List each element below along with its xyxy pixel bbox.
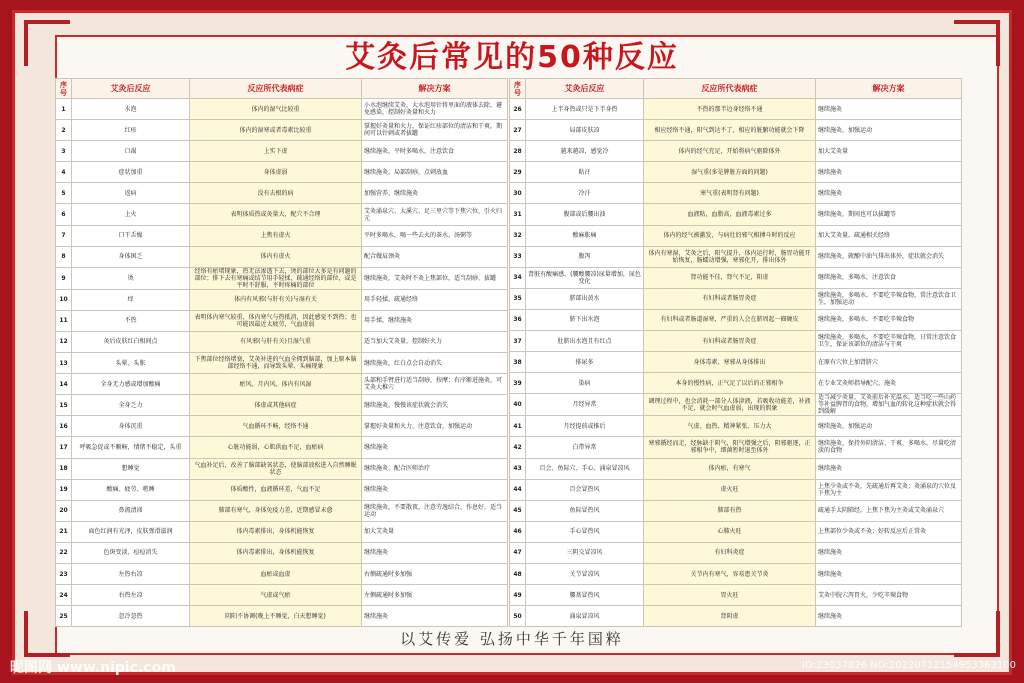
solution-cell: 继续施灸，多喝水，不要吃辛辣食物，日常注意饮食卫生，保证该部位的清洁与干爽 [816, 331, 962, 352]
solution-cell: 继续施灸，局部刮痧，点刺放血 [362, 162, 508, 183]
reaction-cell: 酸麻胀痛 [526, 225, 644, 246]
reaction-cell: 全身无力感或增加酸痛 [72, 374, 190, 395]
header-number: 序号 [510, 79, 526, 99]
table-header-row [56, 79, 508, 99]
row-number: 33 [510, 246, 526, 267]
reaction-cell: 腹泻 [526, 246, 644, 267]
condition-cell: 胃火旺 [644, 585, 816, 606]
condition-cell: 调理过程中，也会消耗一部分人体津液，若吸收功能差，补液不足，就会时气血虚弱，出现的假象 [644, 394, 816, 416]
reaction-cell: 腹部或后腰出油 [526, 204, 644, 225]
reaction-cell: 腰基冒热风 [526, 585, 644, 606]
row-number: 35 [510, 288, 526, 309]
condition-cell: 气虚或气瘀 [190, 585, 362, 606]
reaction-cell: 鱼际冒热风 [526, 500, 644, 521]
condition-cell: 体虚或其他病症 [190, 395, 362, 416]
table-row [56, 437, 508, 458]
row-number: 22 [56, 542, 72, 563]
condition-cell: 体内毒素排出，身体机能恢复 [190, 542, 362, 563]
row-number: 47 [510, 542, 526, 563]
condition-cell: 肾功能不佳，肾气不足，阳虚 [644, 267, 816, 288]
condition-cell: 气血循环不畅，经络不通 [190, 416, 362, 437]
table-row [510, 225, 962, 246]
row-number: 4 [56, 162, 72, 183]
solution-cell: 继续施灸，多喝水，注意饮食 [816, 267, 962, 288]
row-number: 3 [56, 141, 72, 162]
reaction-cell: 身体沉重 [72, 416, 190, 437]
table-header-row [510, 79, 962, 99]
condition-cell: 体内有寒湿，艾灸之后，阳气提升，体内运行时，肠胃功能开始恢复，肠蠕动增强，寒邪化开，排出体外 [644, 246, 816, 267]
table-row [56, 585, 508, 606]
solution-cell: 加强营养，继续施灸 [362, 183, 508, 204]
row-number: 27 [510, 120, 526, 141]
reaction-cell: 烫 [72, 267, 190, 289]
solution-cell: 继续施灸，加强运动 [816, 120, 962, 141]
reaction-cell: 三阴交冒凉风 [526, 542, 644, 563]
row-number: 12 [56, 331, 72, 352]
table-row [56, 267, 508, 289]
condition-cell: 体内的经气被激发，与病灶的邪气相搏斗时的反应 [644, 225, 816, 246]
table-row [510, 309, 962, 330]
reaction-cell: 身体困乏 [72, 246, 190, 267]
condition-cell: 气虚、血热、精神紧张、压力大 [644, 416, 816, 437]
reaction-cell: 色斑变淡、痘痘消失 [72, 542, 190, 563]
solution-cell: 继续施灸 [362, 437, 508, 458]
table-row [56, 500, 508, 521]
row-number: 20 [56, 500, 72, 521]
condition-cell: 体质酸性，血液循环差，气血不足 [190, 479, 362, 500]
solution-cell: 在专业艾灸师指导配穴，施灸 [816, 373, 962, 394]
solution-cell: 右侧疏通时多加强 [362, 563, 508, 584]
table-row [510, 458, 962, 479]
table-row [56, 542, 508, 563]
row-number: 13 [56, 353, 72, 374]
condition-cell: 虚火旺 [644, 479, 816, 500]
table-row [510, 416, 962, 437]
row-number: 45 [510, 500, 526, 521]
solution-cell: 上焦部位少灸或不灸；好转反应后正常灸 [816, 521, 962, 542]
row-number: 34 [510, 267, 526, 288]
solution-cell: 继续施灸，期间也可以拔罐等 [816, 204, 962, 225]
condition-cell: 本身的慢性病，正气足了以后的正邪相争 [644, 373, 816, 394]
condition-cell: 经络有瘀堵现象，热无法渗透下去，烫的部位大多是有问题的部位；排下去有寒痛或结节用手轻揉，疏通经络的部位，或是平时不舒服，平时疼痛的部位 [190, 267, 362, 289]
page-title: 艾灸后常见的50种反应 [345, 40, 679, 75]
table-row [56, 141, 508, 162]
solution-cell: 继续施灸 [816, 542, 962, 563]
solution-cell: 疏通手太阴肺经，上焦下焦为主灸或艾灸涌泉穴 [816, 500, 962, 521]
table-row [56, 331, 508, 352]
condition-cell: 心肺火旺 [644, 521, 816, 542]
row-number: 24 [56, 585, 72, 606]
row-number: 6 [56, 204, 72, 225]
solution-cell: 用手揉，继续施灸 [362, 310, 508, 331]
solution-cell: 继续施灸，慢慢该症状就会消失 [362, 395, 508, 416]
row-number: 49 [510, 585, 526, 606]
condition-cell: 有妇科炎症 [644, 542, 816, 563]
solution-cell: 继续施灸 [362, 606, 508, 627]
table-row [510, 521, 962, 542]
reaction-cell: 脐下出水泡 [526, 309, 644, 330]
row-number: 31 [510, 204, 526, 225]
reaction-cell: 越来越凉，感觉冷 [526, 141, 644, 162]
table-row [510, 162, 962, 183]
solution-cell: 继续施灸 [816, 563, 962, 584]
condition-cell: 下焦部位经络堵塞，艾灸补进的气血全拥到脑部，加上原本脑部经络不通，而导致头晕、头痛现象 [190, 353, 362, 374]
solution-cell: 在原有穴位上加肾脐穴 [816, 352, 962, 373]
table-row [56, 120, 508, 141]
condition-cell: 体内有风邪(与肝有关)与湿有关 [190, 289, 362, 310]
condition-cell: 阴阳不协调(晚上不睡觉，白天想睡觉) [190, 606, 362, 627]
table-row [56, 606, 508, 627]
row-number: 1 [56, 99, 72, 120]
reaction-cell: 症状加重 [72, 162, 190, 183]
row-number: 18 [56, 458, 72, 479]
table-body [510, 99, 962, 627]
table-row [56, 289, 508, 310]
solution-cell: 继续施灸，红白点会自动消失 [362, 353, 508, 374]
condition-cell: 关节内有寒气，容易患关节炎 [644, 563, 816, 584]
table-body [56, 99, 508, 627]
reaction-cell: 返病 [72, 183, 190, 204]
slogan: 以艾传爱 弘扬中华千年国粹 [400, 630, 624, 648]
row-number: 5 [56, 183, 72, 204]
reaction-cell: 红疹 [72, 120, 190, 141]
table-row [56, 353, 508, 374]
row-number: 38 [510, 352, 526, 373]
table-row [56, 374, 508, 395]
reaction-cell: 粘汗 [526, 162, 644, 183]
header-condition: 反应所代表病症 [644, 79, 816, 99]
reaction-cell: 不热 [72, 310, 190, 331]
condition-cell: 体内的经气充足，开始将病气驱除体外 [644, 141, 816, 162]
row-number: 26 [510, 99, 526, 120]
row-number: 37 [510, 331, 526, 352]
table-row [510, 183, 962, 204]
reaction-cell: 局部皮肤凉 [526, 120, 644, 141]
condition-cell: 表明体内寒气较重，体内寒气与热抵消，因此感觉不到热；也可能因最近太疲劳，气血虚弱 [190, 310, 362, 331]
table-row [510, 542, 962, 563]
reaction-cell: 百会、鱼际穴、手心、涌泉冒凉风 [526, 458, 644, 479]
table-row [56, 225, 508, 246]
row-number: 32 [510, 225, 526, 246]
condition-cell: 体内毒素排出，身体机能恢复 [190, 521, 362, 542]
reaction-cell: 痒 [72, 289, 190, 310]
condition-cell: 寒气重(表明肾有问题) [644, 183, 816, 204]
solution-cell: 掌握好灸量和火力，注意饮食，加强运动 [362, 416, 508, 437]
reaction-cell: 月经提前或推后 [526, 416, 644, 437]
reaction-cell: 酸痛、疲劳、嗜睡 [72, 479, 190, 500]
table-row [510, 373, 962, 394]
table-row [56, 416, 508, 437]
table-row [510, 606, 962, 627]
table-row [56, 521, 508, 542]
solution-cell: 继续施灸 [816, 606, 962, 627]
reaction-cell: 水泡 [72, 99, 190, 120]
condition-cell: 身体毒素、寒邪从身体排出 [644, 352, 816, 373]
left-table-container [55, 78, 507, 627]
reaction-cell: 右热左凉 [72, 585, 190, 606]
condition-cell: 体内的湿寒或者毒素比较重 [190, 120, 362, 141]
watermark-id: ID:23037826 NO:20220712154953363100 [802, 660, 1016, 671]
reaction-table-left [55, 78, 508, 627]
table-row [510, 479, 962, 500]
reaction-cell: 口渴 [72, 141, 190, 162]
table-row [510, 267, 962, 288]
solution-cell: 艾灸中脘穴泻胃火，少吃辛辣食物 [816, 585, 962, 606]
table-row [510, 585, 962, 606]
reaction-cell: 肚脐出水泡且有红点 [526, 331, 644, 352]
condition-cell: 表明体质热或灸量大，配穴不合理 [190, 204, 362, 225]
table-row [56, 458, 508, 479]
solution-cell: 小水泡继续艾灸，大水泡用针将里面的液体去除，避免感染，控制好灸量和火力 [362, 99, 508, 120]
reaction-cell: 手心冒热风 [526, 521, 644, 542]
row-number: 10 [56, 289, 72, 310]
reaction-cell: 忽冷忽热 [72, 606, 190, 627]
reaction-cell: 排尿多 [526, 352, 644, 373]
solution-cell: 继续施灸，多喝水，不要吃辛辣食物 [816, 309, 962, 330]
solution-cell: 艾灸涌泉穴、太溪穴、足三里穴等下焦穴位，引火归元 [362, 204, 508, 225]
condition-cell: 身体虚弱 [190, 162, 362, 183]
table-row [56, 479, 508, 500]
solution-cell: 头部和手臂进行适当刮痧，按摩；有序渐进施灸，可艾灸大椎穴 [362, 374, 508, 395]
condition-cell: 体内的湿气比较重 [190, 99, 362, 120]
reaction-cell: 白带异常 [526, 437, 644, 458]
row-number: 9 [56, 267, 72, 289]
reaction-cell: 全身乏力 [72, 395, 190, 416]
solution-cell: 继续施灸，就酿中油气排出体外，症状就会消失 [816, 246, 962, 267]
condition-cell: 寒邪循经而走，经脉缺于阴气，阳气增强之后，阴邪驱逐，正邪相争中，细菌暂时退至体外 [644, 437, 816, 458]
header-number: 序号 [56, 79, 72, 99]
reaction-cell: 口干舌燥 [72, 225, 190, 246]
condition-cell: 血液粘，血脂高，血液毒素过多 [644, 204, 816, 225]
row-number: 25 [56, 606, 72, 627]
row-number: 46 [510, 521, 526, 542]
solution-cell: 继续施灸 [362, 479, 508, 500]
condition-cell: 气血补足后，改善了脑部缺氧状态，使脑部放松进入自然睡眠状态 [190, 458, 362, 479]
row-number: 15 [56, 395, 72, 416]
row-number: 42 [510, 437, 526, 458]
reaction-cell: 上半身热或只是下半身热 [526, 99, 644, 120]
solution-cell: 继续施灸，不要散夜，注意劳逸结合，作息好，适当运动 [362, 500, 508, 521]
condition-cell: 有妇科或者肠道湿寒，严重的人会在脐周起一圈硬皮 [644, 309, 816, 330]
solution-cell: 继续施灸，加强运动 [816, 416, 962, 437]
solution-cell: 继续施灸 [816, 162, 962, 183]
condition-cell: 上实下虚 [190, 141, 362, 162]
row-number: 23 [56, 563, 72, 584]
solution-cell: 继续施灸 [816, 99, 962, 120]
table-row [510, 141, 962, 162]
row-number: 17 [56, 437, 72, 458]
solution-cell: 继续施灸，保持外阴清洁、干爽，多喝水，尽量吃清淡的食物 [816, 437, 962, 458]
table-row [510, 352, 962, 373]
solution-cell: 加大艾灸量 [362, 521, 508, 542]
row-number: 50 [510, 606, 526, 627]
reaction-cell: 左热右凉 [72, 563, 190, 584]
solution-cell: 掌握好灸量和火力，保证红疹部位的清洁和干爽，期间可以针刺或者拔罐 [362, 120, 508, 141]
solution-cell: 继续施灸 [816, 183, 962, 204]
reaction-table-right [509, 78, 962, 627]
solution-cell: 用手轻揉，疏通经络 [362, 289, 508, 310]
table-row [56, 310, 508, 331]
condition-cell: 血瘀或血虚 [190, 563, 362, 584]
row-number: 36 [510, 309, 526, 330]
row-number: 29 [510, 162, 526, 183]
condition-cell: 有风邪(与肝有关)且湿气重 [190, 331, 362, 352]
condition-cell: 不热的那半边身经络不通 [644, 99, 816, 120]
solution-cell: 继续施灸 [816, 458, 962, 479]
condition-cell: 有妇科或者肠胃炎症 [644, 331, 816, 352]
solution-cell: 左侧疏通时多加强 [362, 585, 508, 606]
row-number: 48 [510, 563, 526, 584]
condition-cell: 肺部有热 [644, 500, 816, 521]
solution-cell: 继续施灸，艾灸时不灸上焦部位，适当刮痧、拔罐 [362, 267, 508, 289]
row-number: 19 [56, 479, 72, 500]
condition-cell: 肾阴虚 [644, 606, 816, 627]
reaction-cell: 灸后皮肤红白相间点 [72, 331, 190, 352]
table-row [56, 395, 508, 416]
reaction-cell: 月经异常 [526, 394, 644, 416]
row-number: 11 [56, 310, 72, 331]
solution-cell: 继续施灸，多喝水，不要吃辛辣食物，常注意饮食卫生，加强运动 [816, 288, 962, 309]
solution-cell: 适当减少灸量，艾灸前后补充温水，适当吃一些山药等补益脾胃的食物，增加气血的转化这种症状就会得到缓解 [816, 394, 962, 416]
row-number: 14 [56, 374, 72, 395]
condition-cell: 上焦有虚火 [190, 225, 362, 246]
table-row [510, 120, 962, 141]
table-row [510, 204, 962, 225]
reaction-cell: 染病 [526, 373, 644, 394]
reaction-cell: 面色红润有光泽，皮肤弹滑滋润 [72, 521, 190, 542]
reaction-cell: 脐部出黄水 [526, 288, 644, 309]
table-row [510, 288, 962, 309]
header-solution: 解决方案 [816, 79, 962, 99]
table-row [510, 331, 962, 352]
condition-cell: 有妇科或者肠胃炎症 [644, 288, 816, 309]
solution-cell: 加大艾灸量，疏通相关经络 [816, 225, 962, 246]
solution-cell: 继续施灸，平时多喝水，注意饮食 [362, 141, 508, 162]
reaction-cell: 肾脏有酸痛感，(腰酸腰凉)尿量增加，尿色变化 [526, 267, 644, 288]
header-reaction: 艾灸后反应 [72, 79, 190, 99]
solution-cell: 继续施灸、配合医师治疗 [362, 458, 508, 479]
table-row [56, 99, 508, 120]
row-number: 40 [510, 394, 526, 416]
reaction-cell: 呼吸急促或不顺畅，情绪不稳定，头重 [72, 437, 190, 458]
table-row [510, 246, 962, 267]
table-row [56, 246, 508, 267]
condition-cell: 体内瘀，有寒气 [644, 458, 816, 479]
reaction-cell: 头晕、头胀 [72, 353, 190, 374]
reaction-cell: 上火 [72, 204, 190, 225]
reaction-cell: 百会冒热风 [526, 479, 644, 500]
reaction-cell: 鼻流清涕 [72, 500, 190, 521]
solution-cell: 上焦少灸或不灸，先疏通后再艾灸；灸涌泉的穴位及下焦为主 [816, 479, 962, 500]
header-reaction: 艾灸后反应 [526, 79, 644, 99]
condition-cell: 湿气重(多是脾脏方面的问题) [644, 162, 816, 183]
condition-cell: 肺部有寒气，身体免疫力差，近期感冒未愈 [190, 500, 362, 521]
row-number: 8 [56, 246, 72, 267]
table-row [510, 394, 962, 416]
table-row [510, 437, 962, 458]
condition-cell: 相应经络不通，阳气到达不了，相应的脏腑功能就会下降 [644, 120, 816, 141]
right-table-container [509, 78, 961, 627]
table-row [56, 563, 508, 584]
reaction-cell: 冷汗 [526, 183, 644, 204]
row-number: 43 [510, 458, 526, 479]
table-row [510, 563, 962, 584]
row-number: 28 [510, 141, 526, 162]
reaction-cell: 关节冒凉风 [526, 563, 644, 584]
row-number: 30 [510, 183, 526, 204]
row-number: 7 [56, 225, 72, 246]
solution-cell: 平时多喝水，喝一些去火的茶水、汤粥等 [362, 225, 508, 246]
solution-cell: 配合做肩颈灸 [362, 246, 508, 267]
table-row [56, 183, 508, 204]
header-condition: 反应所代表病症 [190, 79, 362, 99]
table-row [56, 204, 508, 225]
condition-cell: 心脏功能弱，心肌供血不足，血瘀病 [190, 437, 362, 458]
watermark-logo: 昵图网 www.nipic.com [10, 660, 176, 676]
header-solution: 解决方案 [362, 79, 508, 99]
condition-cell: 没有去根的病 [190, 183, 362, 204]
row-number: 44 [510, 479, 526, 500]
row-number: 2 [56, 120, 72, 141]
solution-cell: 继续施灸 [362, 542, 508, 563]
row-number: 16 [56, 416, 72, 437]
table-row [510, 500, 962, 521]
reaction-cell: 想睡觉 [72, 458, 190, 479]
row-number: 41 [510, 416, 526, 437]
condition-cell: 体内有虚火 [190, 246, 362, 267]
row-number: 39 [510, 373, 526, 394]
solution-cell: 适当加大艾灸量，控制好火力 [362, 331, 508, 352]
reaction-cell: 涌泉冒凉风 [526, 606, 644, 627]
row-number: 21 [56, 521, 72, 542]
solution-cell: 加大艾灸量 [816, 141, 962, 162]
table-row [510, 99, 962, 120]
condition-cell: 瘀风、月内风、体内有风湿 [190, 374, 362, 395]
table-row [56, 162, 508, 183]
